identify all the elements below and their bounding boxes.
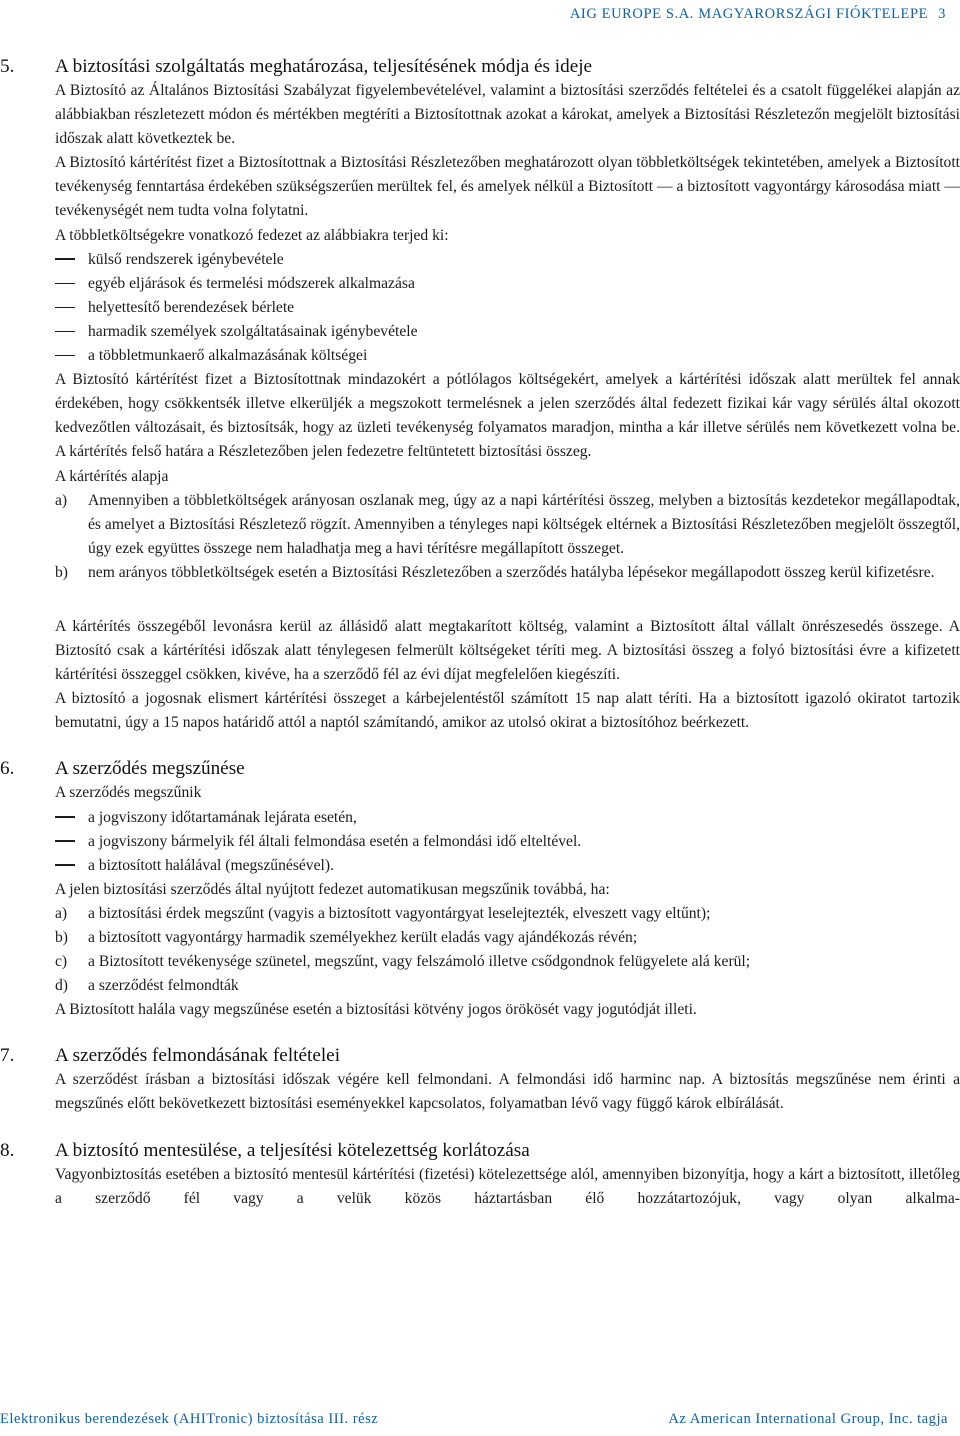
section-title: A szerződés felmondásának feltételei	[55, 1045, 341, 1067]
dash-bullet	[55, 307, 75, 308]
dash-bullet	[55, 355, 75, 356]
list-item: a biztosított halálával (megszűnésével).	[0, 854, 960, 878]
paragraph: A többletköltségekre vonatkozó fedezet az alábbiakra terjed ki:	[55, 226, 449, 244]
section-8-heading	[0, 1139, 960, 1163]
list-item: a jogviszony időtartamának lejárata esetén,	[0, 806, 960, 830]
header-company: AIG EUROPE S.A. MAGYARORSZÁGI FIÓKTELEPE	[569, 6, 929, 22]
list-marker: d)	[55, 977, 68, 995]
dash-bullet	[55, 258, 75, 259]
section-number: 7.	[0, 1045, 15, 1067]
paragraph: A szerződést írásban a biztosítási időszak végére kell felmondani. A felmondási idő harminc nap. A biztosítás megszűnése nem érinti a megszűnés előtt bekövetkezett biztosítási eseményekkel kapcsolatos, folyamatban lévő vagy függő károk elbírálását.	[55, 1071, 960, 1113]
list-item: a) a biztosítási érdek megszűnt (vagyis a biztosított vagyontárgyat leselejtezték, elveszett vagy eltűnt);	[0, 902, 960, 926]
list-item: b) nem arányos többletköltségek esetén a Biztosítási Részletezőben a szerződés hatályba lépésekor megállapodott összeg kerül kifizetésre.	[0, 561, 960, 585]
section-title: A szerződés megszűnése	[55, 758, 245, 780]
section-6-heading	[0, 757, 960, 781]
list-item: d) a szerződést felmondták	[0, 974, 960, 998]
list-item: a többletmunkaerő alkalmazásának költségei	[0, 344, 960, 368]
list-item: helyettesítő berendezések bérlete	[0, 296, 960, 320]
list-item: harmadik személyek szolgáltatásainak igénybevétele	[0, 320, 960, 344]
dash-bullet	[55, 816, 75, 817]
dash-bullet	[55, 331, 75, 332]
section-number: 8.	[0, 1139, 15, 1161]
list-item: b) a biztosított vagyontárgy harmadik személyekhez került eladás vagy ajándékozás révén;	[0, 926, 960, 950]
section-number: 6.	[0, 758, 15, 780]
section-5-heading	[0, 55, 960, 79]
list-item: egyéb eljárások és termelési módszerek alkalmazása	[0, 272, 960, 296]
paragraph: A Biztosító kártérítést fizet a Biztosítottnak a Biztosítási Részletezőben meghatározott olyan többletköltségek tekintetében, amelyek a Biztosított tevékenység fenntartása érdekében szükségszerűen merültek fel, és amelyek nélkül a Biztosított — a biztosított vagyontárgy károsodása miatt — tevékenységét nem tudta volna folytatni.	[55, 154, 960, 220]
paragraph: A Biztosított halála vagy megszűnése esetén a biztosítási kötvény jogos örökösét vagy jogutódját illeti.	[55, 1001, 697, 1019]
footer-company-note: Az American International Group, Inc. tagja	[668, 1411, 948, 1427]
paragraph: A kártérítés alapja	[55, 467, 169, 485]
list-marker: a)	[55, 904, 68, 922]
paragraph: A jelen biztosítási szerződés által nyújtott fedezet automatikusan megszűnik továbbá, ha:	[55, 880, 610, 898]
dash-bullet	[55, 840, 75, 841]
paragraph: A biztosító a jogosnak elismert kártérítési összeget a kárbejelentéstől számított 15 nap alatt téríti. Ha a biztosított igazoló okiratot tartozik bemutatni, úgy a 15 napos határidő attól a naptól számítandó, amikor az utolsó okirat a biztosítóhoz beérkezett.	[55, 690, 960, 732]
paragraph: A Biztosító kártérítést fizet a Biztosítottnak mindazokért a pótlólagos költségekért, amelyek a kártérítési időszak alatt merültek fel annak érdekében, hogy csökkentsék illetve elkerüljék a megszokott termelésnek a jelen szerződés által fedezett fizikai kár vagy sérülés által okozott kedvezőtlen változásait, és biztosítsák, hogy az üzleti tevékenység folyamatos maradjon, mintha a kár illetve sérülés nem következett volna be. A kártérítés felső határa a Részletezőben jelen fedezetre feltüntetett biztosítási összeg.	[55, 371, 960, 461]
dash-bullet	[55, 283, 75, 284]
dash-bullet	[55, 864, 75, 865]
list-marker: b)	[55, 563, 68, 581]
paragraph: A szerződés megszűnik	[55, 784, 202, 802]
list-marker: a)	[55, 491, 68, 509]
list-item: külső rendszerek igénybevétele	[0, 248, 960, 272]
document-body	[0, 55, 960, 1211]
list-item: a) Amennyiben a többletköltségek arányosan oszlanak meg, úgy az a napi kártérítési összeg, melyben a biztosítás kezdetekor megállapodtak, és amelyet a Biztosítási Részletező rögzít. Amennyiben a tényleges napi költségek eltérnek a Biztosítási Részletezőben megjelölt összegtől, úgy ezek együttes összege nem haladhatja meg a havi térítésre megállapított összeget.	[0, 489, 960, 561]
footer-document-title: Elektronikus berendezések (AHITronic) biztosítása III. rész	[0, 1411, 379, 1427]
section-7-heading	[0, 1044, 960, 1068]
section-title: A biztosító mentesülése, a teljesítési kötelezettség korlátozása	[55, 1139, 530, 1161]
list-marker: c)	[55, 953, 68, 971]
list-marker: b)	[55, 929, 68, 946]
section-number: 5.	[0, 56, 15, 77]
list-item: a jogviszony bármelyik fél általi felmondása esetén a felmondási idő elteltével.	[0, 830, 960, 854]
list-item: c) a Biztosított tevékenysége szünetel, megszűnt, vagy felszámoló illetve csődgondnok felügyelete alá kerül;	[0, 950, 960, 974]
paragraph: A kártérítés összegéből levonásra kerül az állásidő alatt megtakarított költség, valamint a Biztosított által vállalt önrészesedés összege. A Biztosító csak a kártérítési időszak alatt ténylegesen felmerült költségeket téríti meg. A biztosítási összeg a folyó biztosítási évre a kifizetett kártérítési összeggel csökken, kivéve, ha a szerződő fél az évi díjat megfelelően kiegészíti.	[55, 617, 960, 684]
page-number: 3	[938, 6, 946, 22]
section-title: A biztosítási szolgáltatás meghatározása, teljesítésének módja és ideje	[55, 56, 593, 77]
page-header	[570, 6, 946, 23]
paragraph: Vagyonbiztosítás esetében a biztosító mentesül kártérítési (fizetési) kötelezettsége alól, amennyiben bizonyítja, hogy a kárt a biztosított, illetőleg a szerződő fél vagy a velük közös háztartásban élő hozzátartozójuk, vagy olyan alkalma-	[55, 1165, 960, 1207]
paragraph: A Biztosító az Általános Biztosítási Szabályzat figyelembevételével, valamint a biztosítási szerződés feltételei és a csatolt függelékei alapján az alábbiakban részletezett módon és mértékben megtéríti a Biztosítottnak azokat a károkat, amelyek a Biztosítási Részletezőn megjelölt biztosítási időszak alatt következtek be.	[55, 82, 960, 148]
